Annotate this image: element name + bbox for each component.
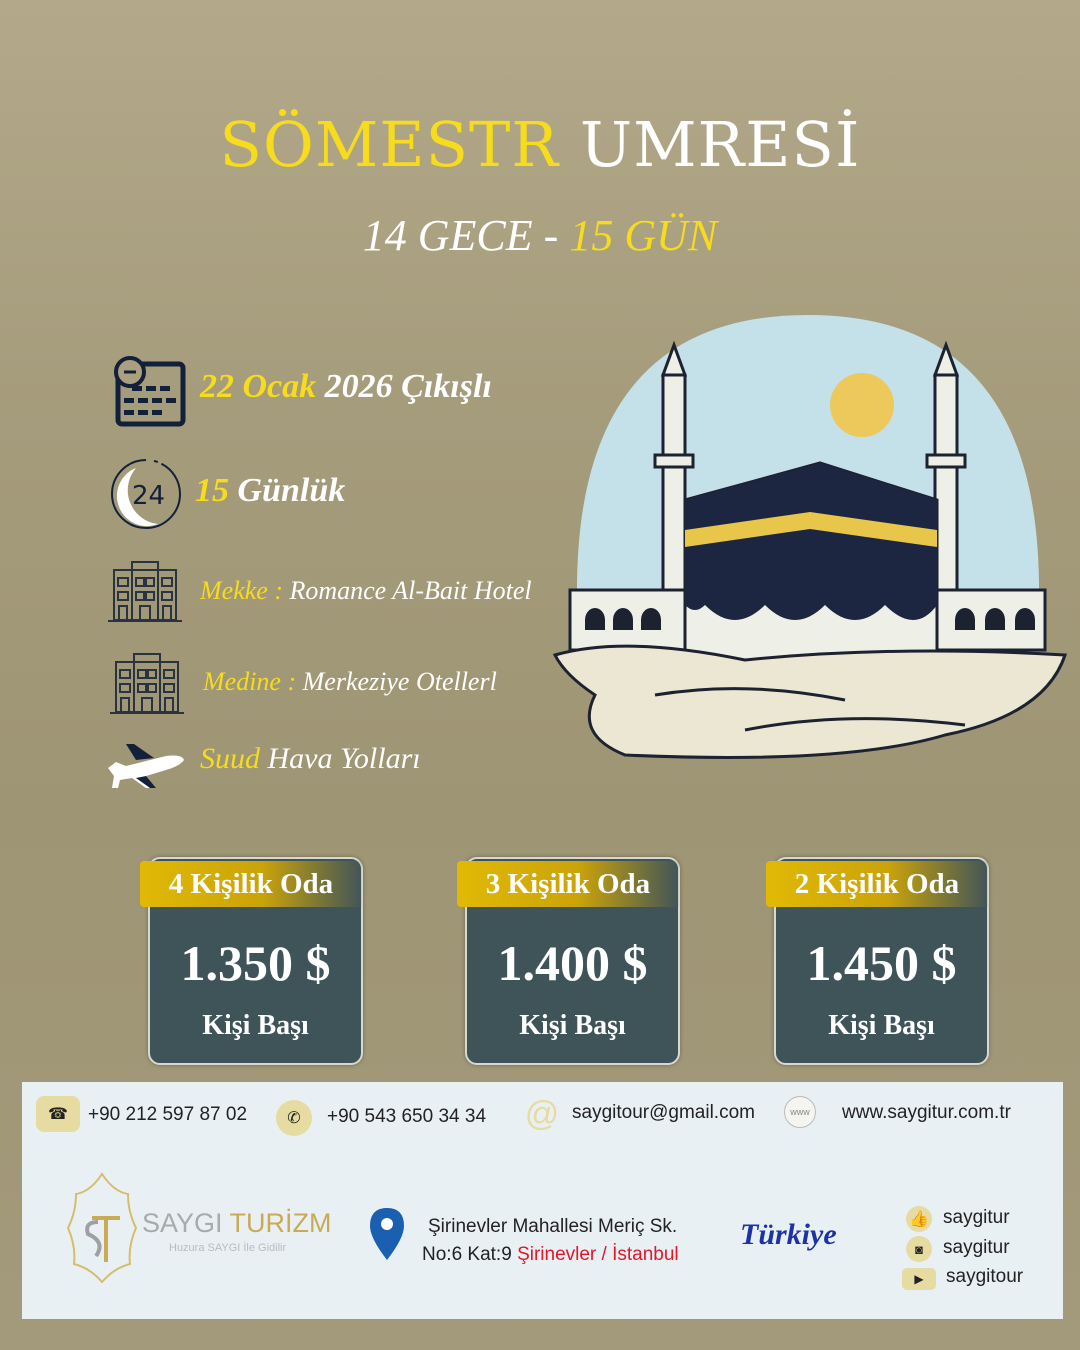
hotel-icon bbox=[108, 560, 182, 624]
address-line2 bbox=[422, 1244, 679, 1266]
page-title bbox=[0, 108, 1080, 181]
airline-highlight: Suud bbox=[200, 742, 260, 775]
mecca-label: Mekke : bbox=[200, 576, 283, 605]
website-link[interactable]: www.saygitur.com.tr bbox=[842, 1102, 1011, 1123]
clock-24-text: 24 bbox=[132, 481, 166, 511]
phone-icon: ✆ bbox=[276, 1100, 312, 1136]
room-card-2 bbox=[774, 857, 989, 1065]
departure-rest: 2026 Çıkışlı bbox=[324, 368, 492, 405]
room-price: 1.350 $ bbox=[180, 935, 331, 991]
subtitle bbox=[0, 210, 1080, 261]
medina-label: Medine : bbox=[203, 667, 297, 696]
like-icon[interactable]: 👍 bbox=[906, 1206, 932, 1232]
instagram-icon[interactable]: ◙ bbox=[906, 1236, 932, 1262]
brand-name-a: SAYGI bbox=[142, 1208, 223, 1238]
duration-rest: Günlük bbox=[237, 472, 346, 509]
airline-rest: Hava Yolları bbox=[267, 742, 421, 775]
email-icon: @ bbox=[524, 1094, 560, 1133]
mecca-value: Romance Al-Bait Hotel bbox=[289, 576, 532, 605]
room-per-person: Kişi Başı bbox=[519, 1010, 626, 1041]
brand-name bbox=[142, 1208, 332, 1238]
departure-highlight: 22 Ocak bbox=[200, 368, 317, 405]
location-pin-icon bbox=[370, 1208, 404, 1260]
departure-date bbox=[200, 368, 492, 406]
room-per-person: Kişi Başı bbox=[828, 1010, 935, 1041]
address-no: No:6 Kat:9 bbox=[422, 1244, 512, 1265]
facebook-handle[interactable]: saygitur bbox=[943, 1207, 1010, 1228]
airline bbox=[200, 742, 421, 776]
instagram-handle[interactable]: saygitur bbox=[943, 1237, 1010, 1258]
calendar-icon bbox=[110, 352, 186, 428]
room-card-3 bbox=[465, 857, 680, 1065]
youtube-handle[interactable]: saygitour bbox=[946, 1266, 1024, 1287]
address-district: Şirinevler / İstanbul bbox=[517, 1244, 679, 1265]
medina-value: Merkeziye Otellerl bbox=[302, 667, 497, 696]
medina-hotel bbox=[203, 667, 497, 697]
room-price: 1.400 $ bbox=[497, 935, 648, 991]
hotel-icon bbox=[110, 652, 184, 716]
title-part1: SÖMESTR bbox=[219, 108, 560, 181]
brand-slogan: Huzura SAYGI İle Gidilir bbox=[169, 1242, 287, 1254]
contact-footer bbox=[22, 1082, 1063, 1319]
kaaba-illustration bbox=[545, 315, 1075, 775]
globe-icon: www bbox=[784, 1096, 816, 1128]
duration bbox=[195, 472, 345, 510]
room-label: 3 Kişilik Oda bbox=[457, 861, 679, 907]
turkiye-logo: Türkiye bbox=[740, 1218, 837, 1251]
duration-highlight: 15 bbox=[195, 472, 229, 509]
youtube-icon[interactable]: ▶ bbox=[902, 1268, 936, 1290]
title-part2: UMRESİ bbox=[579, 108, 861, 181]
subtitle-part1: 14 GECE - bbox=[362, 211, 559, 260]
telephone-icon: ☎ bbox=[36, 1096, 80, 1132]
phone-mobile[interactable]: +90 543 650 34 34 bbox=[327, 1106, 487, 1127]
airplane-icon bbox=[106, 740, 186, 790]
room-card-4 bbox=[148, 857, 363, 1065]
email-link[interactable]: saygitour@gmail.com bbox=[572, 1102, 755, 1123]
room-label: 4 Kişilik Oda bbox=[140, 861, 362, 907]
subtitle-part2: 15 GÜN bbox=[569, 211, 718, 260]
phone-landline[interactable]: +90 212 597 87 02 bbox=[88, 1104, 248, 1125]
saygi-logo-emblem bbox=[62, 1172, 142, 1284]
clock-24-icon bbox=[108, 456, 186, 532]
room-per-person: Kişi Başı bbox=[202, 1010, 309, 1041]
room-label: 2 Kişilik Oda bbox=[766, 861, 988, 907]
brand-name-b: TURİZM bbox=[229, 1208, 332, 1238]
address-line1: Şirinevler Mahallesi Meriç Sk. bbox=[428, 1216, 678, 1237]
room-price: 1.450 $ bbox=[806, 935, 957, 991]
mecca-hotel bbox=[200, 576, 532, 606]
